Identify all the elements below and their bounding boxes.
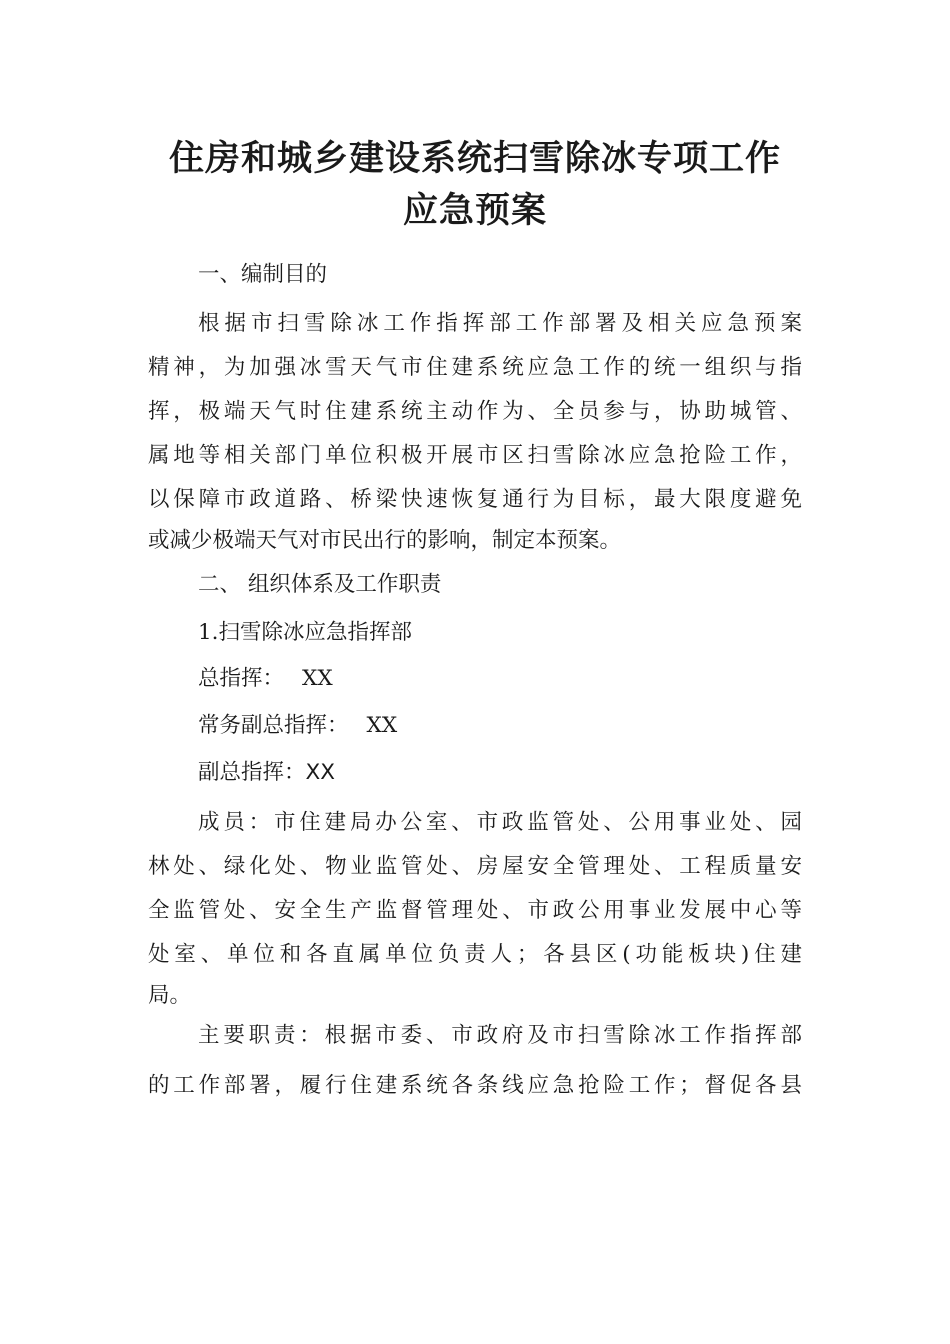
executive-deputy-label: 常务副总指挥： <box>198 713 349 738</box>
duties-line: 主要职责：根据市委、市政府及市扫雪除冰工作指挥部 <box>198 1023 802 1048</box>
section-heading-purpose: 一、编制目的 <box>198 262 328 287</box>
commander-label: 总指挥： <box>198 666 285 691</box>
commander-row <box>198 668 333 690</box>
paragraph-line: 属地等相关部门单位积极开展市区扫雪除冰应急抢险工作， <box>148 443 802 468</box>
paragraph-line: 或减少极端天气对市民出行的影响，制定本预案。 <box>148 528 622 553</box>
members-line: 处室、单位和各直属单位负责人；各县区(功能板块)住建 <box>148 942 802 967</box>
subsection-heading-command: 1.扫雪除冰应急指挥部 <box>198 620 413 645</box>
commander-value: XX <box>302 666 333 691</box>
section-heading-organization: 二、 组织体系及工作职责 <box>198 572 442 597</box>
paragraph-line: 根据市扫雪除冰工作指挥部工作部署及相关应急预案 <box>198 311 802 336</box>
executive-deputy-value: XX <box>366 713 398 738</box>
duties-line: 的工作部署，履行住建系统各条线应急抢险工作；督促各县 <box>148 1073 802 1098</box>
paragraph-line: 精神，为加强冰雪天气市住建系统应急工作的统一组织与指 <box>148 355 802 380</box>
deputy-label: 副总指挥： <box>198 760 306 785</box>
deputy-row <box>198 762 335 784</box>
paragraph-line: 挥，极端天气时住建系统主动作为、全员参与，协助城管、 <box>148 399 802 424</box>
members-line: 成员：市住建局办公室、市政监管处、公用事业处、园 <box>198 810 802 835</box>
paragraph-line: 以保障市政道路、桥梁快速恢复通行为目标，最大限度避免 <box>148 487 802 512</box>
executive-deputy-row <box>198 715 397 737</box>
document-title-line-2: 应急预案 <box>402 191 547 231</box>
members-line: 局。 <box>148 983 192 1008</box>
members-line: 林处、绿化处、物业监管处、房屋安全管理处、工程质量安 <box>148 854 802 879</box>
deputy-value: XX <box>305 760 335 785</box>
document-title-line-1: 住房和城乡建设系统扫雪除冰专项工作 <box>168 139 781 179</box>
members-line: 全监管处、安全生产监督管理处、市政公用事业发展中心等 <box>148 898 802 923</box>
